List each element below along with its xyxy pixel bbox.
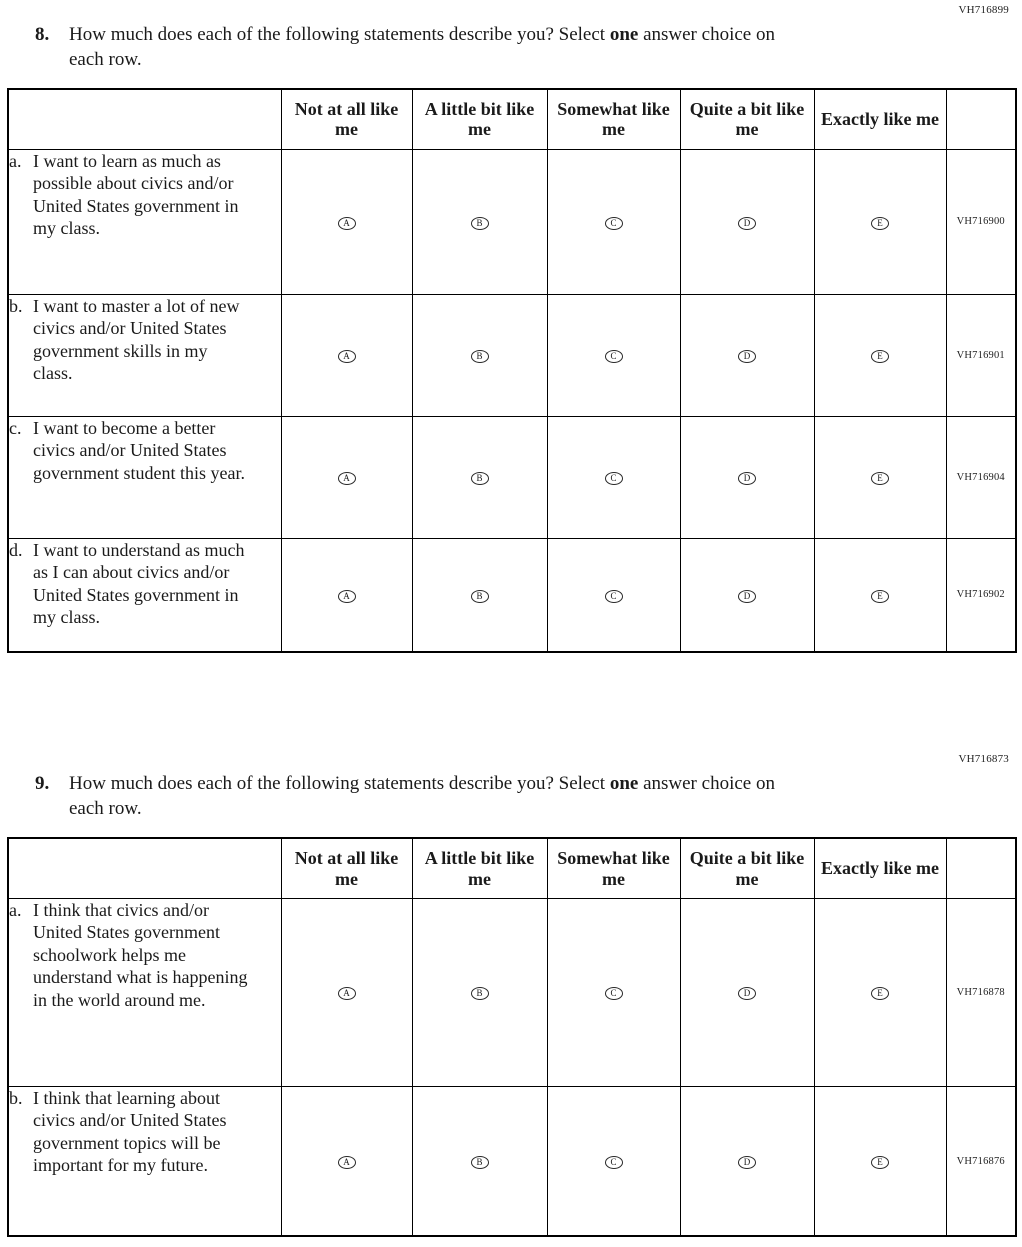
prompt-bold: one xyxy=(609,773,639,795)
row-statement: I want to become a better civics and/or United States government student this year. xyxy=(33,417,245,483)
question-number: 9. xyxy=(35,773,50,795)
table-row xyxy=(8,1086,1016,1236)
code-header-empty xyxy=(946,89,1016,149)
code-header-empty xyxy=(946,838,1016,898)
answer-option-d[interactable]: D xyxy=(738,472,756,485)
table-row xyxy=(8,416,1016,538)
answer-option-e[interactable]: E xyxy=(871,1156,889,1169)
col-header-quite-a-bit: Quite a bit like me xyxy=(680,89,814,149)
answer-option-d[interactable]: D xyxy=(738,987,756,1000)
col-header-exactly-like: Exactly like me xyxy=(814,838,946,898)
answer-option-d[interactable]: D xyxy=(738,217,756,230)
question-prompt xyxy=(69,771,814,821)
answer-option-d[interactable]: D xyxy=(738,1156,756,1169)
section-gap xyxy=(7,653,1015,749)
row-statement: I think that civics and/or United States government schoolwork helps me understand what is happening in the world around me. xyxy=(33,899,248,1010)
row-statement: I think that learning about civics and/or United States government topics will be important for my future. xyxy=(33,1087,227,1176)
answer-option-c[interactable]: C xyxy=(605,1156,623,1169)
answer-option-e[interactable]: E xyxy=(871,350,889,363)
row-label: b. xyxy=(9,1087,23,1108)
row-label: a. xyxy=(9,150,22,171)
row-label: a. xyxy=(9,899,22,920)
prompt-post: answer choice on each row. xyxy=(69,24,775,71)
answer-option-c[interactable]: C xyxy=(605,590,623,603)
col-header-quite-a-bit: Quite a bit like me xyxy=(680,838,814,898)
table-row xyxy=(8,294,1016,416)
col-header-a-little-bit: A little bit like me xyxy=(412,89,547,149)
row-label: c. xyxy=(9,417,22,438)
answer-option-c[interactable]: C xyxy=(605,472,623,485)
answer-option-a[interactable]: A xyxy=(338,472,356,485)
question-number: 8. xyxy=(35,24,50,45)
answer-option-a[interactable]: A xyxy=(338,350,356,363)
row-label: b. xyxy=(9,295,23,316)
header-row xyxy=(8,89,1016,149)
statement-header-empty xyxy=(8,89,281,149)
answer-option-a[interactable]: A xyxy=(338,987,356,1000)
question-8-table xyxy=(7,88,1017,653)
answer-option-e[interactable]: E xyxy=(871,987,889,1000)
prompt-pre: How much does each of the following statements describe you? Select xyxy=(69,24,610,45)
prompt-pre: How much does each of the following statements describe you? Select xyxy=(69,773,610,795)
answer-option-b[interactable]: B xyxy=(471,987,489,1000)
col-header-a-little-bit: A little bit like me xyxy=(412,838,547,898)
row-code: VH716901 xyxy=(946,294,1016,416)
row-statement: I want to learn as much as possible about civics and/or United States government in my class. xyxy=(33,150,239,239)
answer-option-e[interactable]: E xyxy=(871,217,889,230)
answer-option-c[interactable]: C xyxy=(605,350,623,363)
answer-option-a[interactable]: A xyxy=(338,590,356,603)
row-code: VH716878 xyxy=(946,898,1016,1086)
answer-option-d[interactable]: D xyxy=(738,350,756,363)
row-statement: I want to understand as much as I can about civics and/or United States government in my class. xyxy=(33,539,245,628)
question-9 xyxy=(35,771,1015,821)
prompt-bold: one xyxy=(609,24,639,45)
question-9-table xyxy=(7,837,1017,1237)
row-code: VH716876 xyxy=(946,1086,1016,1236)
answer-option-c[interactable]: C xyxy=(605,987,623,1000)
prompt-post: answer choice on each row. xyxy=(69,773,775,820)
statement-header-empty xyxy=(8,838,281,898)
answer-option-c[interactable]: C xyxy=(605,217,623,230)
col-header-somewhat: Somewhat like me xyxy=(547,838,680,898)
answer-option-a[interactable]: A xyxy=(338,1156,356,1169)
answer-option-b[interactable]: B xyxy=(471,217,489,230)
section-code: VH716873 xyxy=(958,753,1009,766)
question-prompt xyxy=(69,22,814,72)
answer-option-d[interactable]: D xyxy=(738,590,756,603)
row-label: d. xyxy=(9,539,23,560)
answer-option-b[interactable]: B xyxy=(471,1156,489,1169)
answer-option-b[interactable]: B xyxy=(471,472,489,485)
col-header-not-at-all: Not at all like me xyxy=(281,838,412,898)
header-row xyxy=(8,838,1016,898)
row-code: VH716900 xyxy=(946,149,1016,294)
question-8 xyxy=(35,22,1015,72)
table-row xyxy=(8,149,1016,294)
row-code: VH716904 xyxy=(946,416,1016,538)
row-statement: I want to master a lot of new civics and/or United States government skills in my class. xyxy=(33,295,240,384)
col-header-somewhat: Somewhat like me xyxy=(547,89,680,149)
table-row xyxy=(8,538,1016,652)
answer-option-e[interactable]: E xyxy=(871,590,889,603)
answer-option-b[interactable]: B xyxy=(471,590,489,603)
col-header-not-at-all: Not at all like me xyxy=(281,89,412,149)
page-code: VH716899 xyxy=(958,4,1009,16)
answer-option-a[interactable]: A xyxy=(338,217,356,230)
answer-option-e[interactable]: E xyxy=(871,472,889,485)
table-row xyxy=(8,898,1016,1086)
col-header-exactly-like: Exactly like me xyxy=(814,89,946,149)
row-code: VH716902 xyxy=(946,538,1016,652)
answer-option-b[interactable]: B xyxy=(471,350,489,363)
